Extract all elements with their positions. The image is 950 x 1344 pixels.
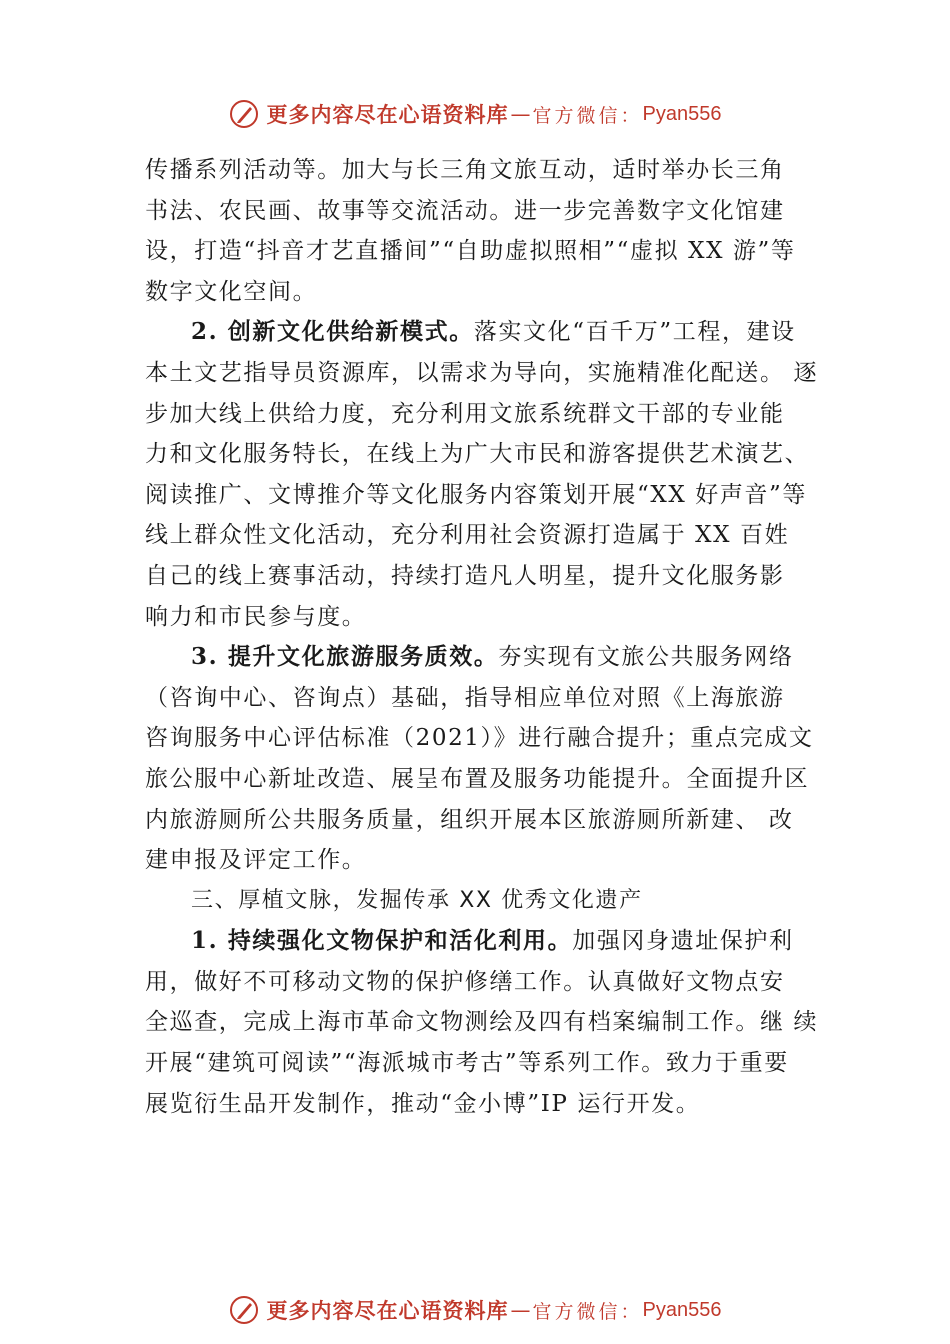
text-line: 建申报及评定工作。 bbox=[145, 847, 367, 874]
text-line: 开展“建筑可阅读”“海派城市考古”等系列工作。致力于重要 bbox=[145, 1050, 789, 1077]
watermark-wechat-label: 官方微信： bbox=[532, 104, 643, 127]
text-line: 力和文化服务特长，在线上为广大市民和游客提供艺术演艺、 bbox=[145, 441, 810, 468]
watermark-wechat-id: Pyan556 bbox=[642, 102, 722, 125]
watermark-brand: 更多内容尽在心语资料库 bbox=[266, 102, 509, 127]
text-line: 数字文化空间。 bbox=[145, 278, 318, 305]
text-line: 用，做好不可移动文物的保护修缮工作。认真做好文物点安 bbox=[145, 968, 785, 995]
text-line: 传播系列活动等。加大与长三角文旅互动，适时举办长三角 bbox=[145, 157, 785, 183]
paragraph-first-line bbox=[145, 312, 817, 353]
paragraph-first-line bbox=[145, 921, 817, 962]
text-line: 咨询服务中心评估标准（2021）》进行融合提升；重点完成文 bbox=[145, 725, 814, 752]
text-line: 线上群众性文化活动，充分利用社会资源打造属于 XX 百姓 bbox=[145, 522, 790, 549]
quill-logo-icon bbox=[229, 99, 259, 129]
watermark-separator: — bbox=[510, 1298, 531, 1322]
paragraph-first-line bbox=[145, 637, 817, 678]
paragraph-3 bbox=[145, 637, 817, 881]
watermark-separator: — bbox=[510, 102, 531, 126]
watermark-wechat-id: Pyan556 bbox=[642, 1298, 722, 1321]
paragraph-title: 2. 创新文化供给新模式。 bbox=[191, 318, 474, 346]
text-line: （咨询中心、咨询点）基础，指导相应单位对照《上海旅游 bbox=[145, 684, 785, 711]
text-line: 全巡查，完成上海市革命文物测绘及四有档案编制工作。继 续 bbox=[145, 1009, 819, 1036]
paragraph-text: 加强冈身遗址保护利 bbox=[572, 928, 794, 955]
text-line: 展览衍生品开发制作，推动“金小博”IP 运行开发。 bbox=[145, 1090, 701, 1117]
section-heading: 三、厚植文脉，发掘传承 XX 优秀文化遗产 bbox=[191, 887, 643, 913]
paragraph-text: 落实文化“百千万”工程，建设 bbox=[473, 319, 796, 346]
text-line: 步加大线上供给力度，充分利用文旅系统群文干部的专业能 bbox=[145, 400, 785, 427]
bottom-watermark bbox=[0, 1290, 950, 1330]
text-line: 书法、农民画、故事等交流活动。进一步完善数字文化馆建 bbox=[145, 197, 785, 224]
text-line: 本土文艺指导员资源库，以需求为导向，实施精准化配送。 逐 bbox=[145, 359, 819, 386]
text-line: 旅公服中心新址改造、展呈布置及服务功能提升。全面提升区 bbox=[145, 765, 810, 792]
quill-logo-icon bbox=[229, 1295, 259, 1325]
paragraph-title: 1. 持续强化文物保护和活化利用。 bbox=[191, 927, 573, 955]
paragraph-title: 3. 提升文化旅游服务质效。 bbox=[191, 643, 499, 671]
top-watermark bbox=[0, 94, 950, 134]
text-line: 内旅游厕所公共服务质量，组织开展本区旅游厕所新建、 改 bbox=[145, 806, 794, 833]
text-line: 自己的线上赛事活动，持续打造凡人明星，提升文化服务影 bbox=[145, 562, 785, 589]
text-line: 响力和市民参与度。 bbox=[145, 603, 367, 630]
paragraph-text: 夯实现有文旅公共服务网络 bbox=[498, 644, 794, 671]
text-line: 阅读推广、文博推介等文化服务内容策划开展“XX 好声音”等 bbox=[145, 481, 807, 508]
paragraph-4 bbox=[145, 921, 817, 1124]
paragraph-2 bbox=[145, 312, 817, 637]
paragraph-1 bbox=[145, 150, 817, 312]
watermark-brand: 更多内容尽在心语资料库 bbox=[266, 1298, 509, 1323]
document-body bbox=[145, 150, 817, 1124]
text-line: 设，打造“抖音才艺直播间”“自助虚拟照相”“虚拟 XX 游”等 bbox=[145, 238, 796, 265]
watermark-wechat-label: 官方微信： bbox=[532, 1300, 643, 1323]
